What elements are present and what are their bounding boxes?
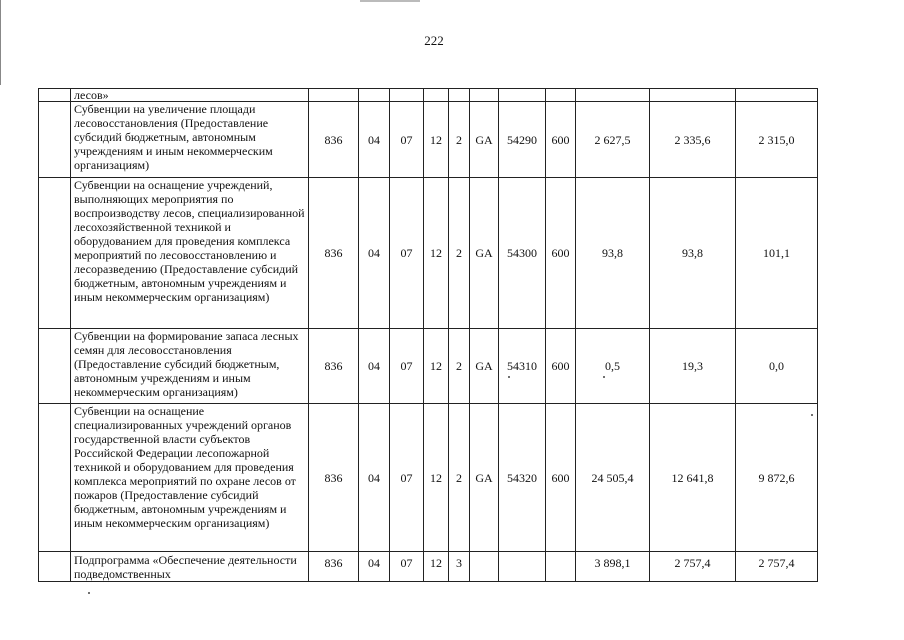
cell-rz: 04 <box>359 552 390 582</box>
cell-sum1: 0,5 <box>576 329 650 404</box>
cell-vr: 600 <box>546 404 576 552</box>
cell-sum3: 2 757,4 <box>736 552 818 582</box>
cell-cs1 <box>424 89 449 102</box>
table-row <box>39 552 818 582</box>
cell-vr <box>546 89 576 102</box>
cell-sum2 <box>650 89 736 102</box>
cell-sum2: 2 757,4 <box>650 552 736 582</box>
cell-rz <box>359 89 390 102</box>
cell-vr: 600 <box>546 102 576 178</box>
cell-pr: 07 <box>390 404 424 552</box>
cell-cs3: GA <box>470 329 499 404</box>
cell-vr: 600 <box>546 178 576 329</box>
table-row <box>39 102 818 178</box>
cell-vr: 600 <box>546 329 576 404</box>
row-description: Субвенции на увеличение площади лесовосстановления (Предоставление субсидий бюджетным, автономным учреждениям и иным некоммерческим организациям) <box>71 102 309 178</box>
row-description: Субвенции на оснащение специализированных учреждений органов государственной власти субъектов Российской Федерации лесопожарной техникой и оборудованием для проведения комплекса мероприятий по охране лесов от пожаров (Предоставление субсидий бюджетным, автономным учреждениям и иным некоммерческим организациям) <box>71 404 309 552</box>
cell-rz: 04 <box>359 404 390 552</box>
cell-cs4: 54290 <box>499 102 546 178</box>
row-description: Субвенции на оснащение учреждений, выполняющих мероприятия по воспроизводству лесов, специализированной лесохозяйственной техникой и оборудованием для проведения комплекса мероприятий по лесовосстановлению и лесоразведению (Предоставление субсидий бюджетным, автономным учреждениям и иным некоммерческим организациям) <box>71 178 309 329</box>
table-row <box>39 89 818 102</box>
cell-cs4 <box>499 552 546 582</box>
cell-cs3: GA <box>470 404 499 552</box>
cell-cs4 <box>499 89 546 102</box>
cell-cs2: 2 <box>449 178 470 329</box>
cell-cs4: 54310 <box>499 329 546 404</box>
cell-cs1: 12 <box>424 329 449 404</box>
cell-rz: 04 <box>359 102 390 178</box>
cell-sum3: 2 315,0 <box>736 102 818 178</box>
row-number-cell <box>39 329 71 404</box>
cell-gr: 836 <box>309 102 359 178</box>
cell-gr: 836 <box>309 404 359 552</box>
cell-cs2: 2 <box>449 329 470 404</box>
scan-speck <box>603 376 605 378</box>
row-number-cell <box>39 89 71 102</box>
cell-sum1: 3 898,1 <box>576 552 650 582</box>
cell-pr: 07 <box>390 552 424 582</box>
row-description: Подпрограмма «Обеспечение деятельности подведомственных <box>71 552 309 582</box>
cell-sum1: 2 627,5 <box>576 102 650 178</box>
cell-cs2: 2 <box>449 404 470 552</box>
scan-speck <box>508 376 510 378</box>
cell-cs1: 12 <box>424 178 449 329</box>
row-number-cell <box>39 178 71 329</box>
cell-pr <box>390 89 424 102</box>
scan-speck <box>88 592 90 594</box>
cell-sum3: 101,1 <box>736 178 818 329</box>
row-number-cell <box>39 404 71 552</box>
cell-cs1: 12 <box>424 404 449 552</box>
row-number-cell <box>39 552 71 582</box>
budget-table <box>38 88 818 582</box>
cell-cs3: GA <box>470 178 499 329</box>
cell-cs2: 2 <box>449 102 470 178</box>
cell-gr: 836 <box>309 329 359 404</box>
cell-cs2: 3 <box>449 552 470 582</box>
cell-pr: 07 <box>390 102 424 178</box>
cell-gr: 836 <box>309 552 359 582</box>
cell-sum3: 9 872,6 <box>736 404 818 552</box>
page-number: 222 <box>424 33 444 48</box>
cell-pr: 07 <box>390 329 424 404</box>
cell-rz: 04 <box>359 178 390 329</box>
cell-cs1: 12 <box>424 552 449 582</box>
cell-cs1: 12 <box>424 102 449 178</box>
scan-artifact <box>360 0 420 2</box>
row-description: Субвенции на формирование запаса лесных семян для лесовосстановления (Предоставление субсидий бюджетным, автономным учреждениям и иным некоммерческим организациям) <box>71 329 309 404</box>
cell-sum2: 19,3 <box>650 329 736 404</box>
row-number-cell <box>39 102 71 178</box>
table-row <box>39 178 818 329</box>
cell-sum1: 24 505,4 <box>576 404 650 552</box>
cell-sum2: 2 335,6 <box>650 102 736 178</box>
cell-cs4: 54320 <box>499 404 546 552</box>
cell-cs2 <box>449 89 470 102</box>
cell-cs3: GA <box>470 102 499 178</box>
scan-speck <box>811 414 813 416</box>
cell-sum2: 93,8 <box>650 178 736 329</box>
cell-cs3 <box>470 89 499 102</box>
cell-gr: 836 <box>309 178 359 329</box>
cell-rz: 04 <box>359 329 390 404</box>
table-row <box>39 329 818 404</box>
cell-sum3: 0,0 <box>736 329 818 404</box>
cell-pr: 07 <box>390 178 424 329</box>
cell-cs4: 54300 <box>499 178 546 329</box>
cell-vr <box>546 552 576 582</box>
cell-sum1 <box>576 89 650 102</box>
table-row <box>39 404 818 552</box>
cell-cs3 <box>470 552 499 582</box>
cell-sum3 <box>736 89 818 102</box>
cell-sum1: 93,8 <box>576 178 650 329</box>
row-description: лесов» <box>71 89 309 102</box>
cell-gr <box>309 89 359 102</box>
cell-sum2: 12 641,8 <box>650 404 736 552</box>
